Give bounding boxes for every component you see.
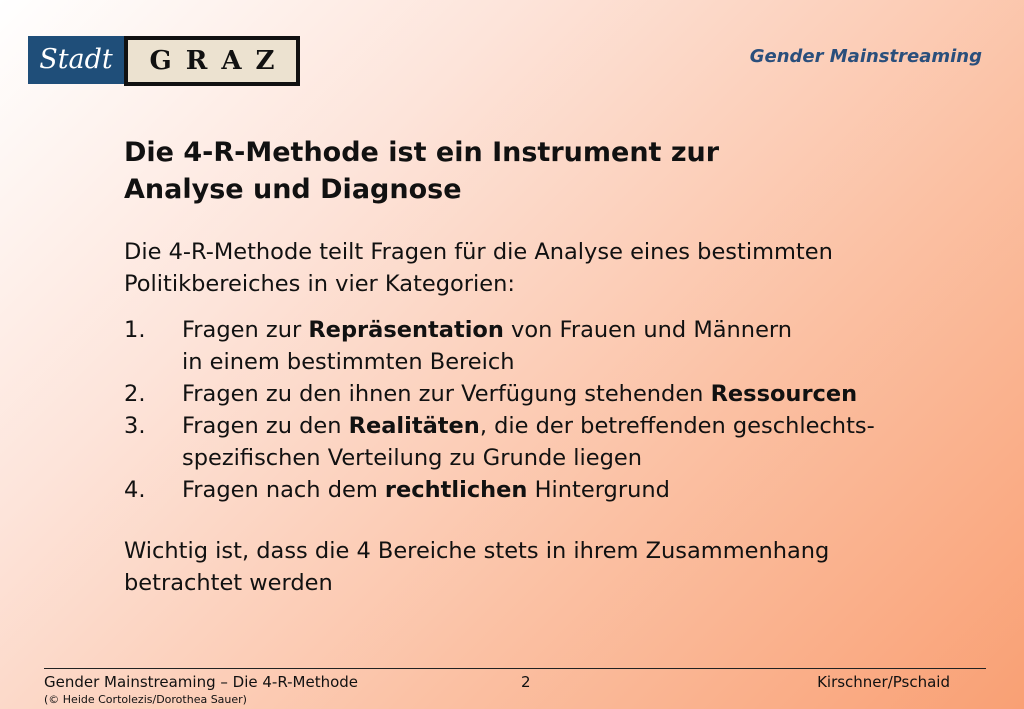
slide-heading — [124, 134, 884, 208]
list-item — [124, 410, 924, 474]
footer-divider — [44, 668, 986, 669]
list-text-line-2: in einem bestimmten Bereich — [182, 349, 515, 375]
list-keyword: Repräsentation — [308, 317, 504, 343]
list-text-post: von Frauen und Männern — [503, 317, 793, 343]
list-keyword: Realitäten — [348, 413, 480, 439]
header-title: Gender Mainstreaming — [749, 46, 982, 67]
footer-authors: Kirschner/Pschaid — [817, 673, 950, 691]
intro-paragraph — [124, 236, 904, 300]
footer-title: Gender Mainstreaming – Die 4-R-Methode — [44, 673, 359, 691]
list-number: 1. — [124, 317, 146, 343]
list-text-pre: Fragen nach dem — [182, 477, 385, 503]
logo-graz-box — [124, 36, 300, 86]
list-number: 3. — [124, 413, 146, 439]
list-text-post: , die der betreffenden geschlechts- — [479, 413, 875, 439]
list-text — [182, 410, 875, 474]
note-line-2: betrachtet werden — [124, 570, 333, 596]
note-line-1: Wichtig ist, dass die 4 Bereiche stets in ihrem Zusammenhang — [124, 538, 830, 564]
list-number: 2. — [124, 381, 146, 407]
list-text-pre: Fragen zu den — [182, 413, 349, 439]
list-text — [182, 474, 670, 506]
list-keyword: Ressourcen — [710, 381, 858, 407]
list-text — [182, 314, 792, 378]
list-number: 4. — [124, 477, 146, 503]
list-text — [182, 378, 857, 410]
list-text-pre: Fragen zu den ihnen zur Verfügung stehenden — [182, 381, 711, 407]
list-item — [124, 314, 924, 378]
stadt-graz-logo — [28, 36, 300, 88]
category-list — [124, 314, 924, 506]
list-item — [124, 378, 924, 410]
page-number: 2 — [521, 673, 531, 691]
footer-credit: (© Heide Cortolezis/Dorothea Sauer) — [44, 693, 247, 706]
list-keyword: rechtlichen — [384, 477, 528, 503]
intro-line-2: Politikbereiches in vier Kategorien: — [124, 271, 515, 297]
logo-stadt-text: Stadt — [28, 36, 124, 84]
heading-line-2: Analyse und Diagnose — [124, 174, 462, 205]
list-text-pre: Fragen zur — [182, 317, 309, 343]
heading-line-1: Die 4-R-Methode ist ein Instrument zur — [124, 137, 720, 168]
list-text-post: Hintergrund — [527, 477, 670, 503]
closing-note — [124, 535, 904, 599]
list-text-line-2: spezifischen Verteilung zu Grunde liegen — [182, 445, 642, 471]
intro-line-1: Die 4-R-Methode teilt Fragen für die Analyse eines bestimmten — [124, 239, 833, 265]
list-item — [124, 474, 924, 506]
logo-graz-text: GRAZ — [128, 40, 296, 82]
